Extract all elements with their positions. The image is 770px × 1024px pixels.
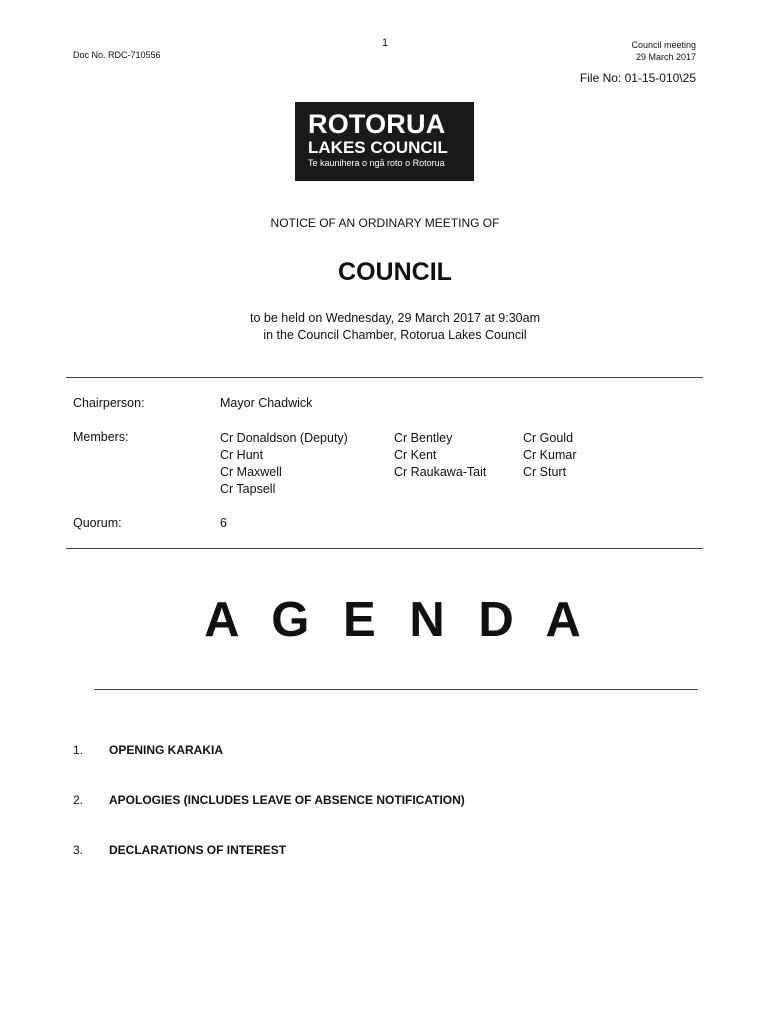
member-name: Cr Gould (523, 431, 574, 445)
agenda-title: A G E N D A (204, 593, 591, 647)
agenda-item-title: DECLARATIONS OF INTEREST (109, 843, 287, 857)
meeting-location-line: in the Council Chamber, Rotorua Lakes Council (263, 328, 527, 342)
logo-line-1: ROTORUA (308, 109, 446, 139)
members-label: Members: (73, 430, 129, 444)
header-meeting-label: Council meeting (631, 40, 696, 50)
agenda-item-title: OPENING KARAKIA (109, 743, 224, 757)
agenda-item-number: 3. (73, 843, 84, 857)
member-name: Cr Maxwell (220, 465, 282, 479)
meeting-details (0, 310, 770, 344)
divider-bottom (66, 548, 703, 549)
agenda-item-number: 1. (73, 743, 84, 757)
file-number: File No: 01-15-010\25 (579, 71, 696, 85)
header-meeting-info (631, 39, 696, 63)
agenda-item-number: 2. (73, 793, 84, 807)
page-number: 1 (381, 37, 389, 49)
header-meeting-date: 29 March 2017 (635, 52, 696, 62)
council-title: COUNCIL (338, 258, 452, 286)
divider-top (66, 377, 703, 378)
quorum-label: Quorum: (73, 516, 122, 530)
members-column-3 (523, 430, 576, 481)
agenda-item-title: APOLOGIES (INCLUDES LEAVE OF ABSENCE NOTIFICATION) (109, 793, 465, 807)
member-name: Cr Sturt (523, 465, 567, 479)
member-name: Cr Raukawa-Tait (394, 465, 487, 479)
chairperson-label: Chairperson: (73, 396, 145, 410)
council-logo (295, 102, 474, 181)
meeting-notice: NOTICE OF AN ORDINARY MEETING OF (270, 216, 500, 230)
member-name: Cr Tapsell (220, 482, 276, 496)
member-name: Cr Kent (394, 448, 437, 462)
meeting-date-line: to be held on Wednesday, 29 March 2017 at 9:30am (249, 311, 540, 325)
member-name: Cr Kumar (523, 448, 577, 462)
logo-line-2: LAKES COUNCIL (308, 138, 448, 157)
member-name: Cr Donaldson (Deputy) (220, 431, 348, 445)
chairperson-name: Mayor Chadwick (220, 396, 313, 410)
member-name: Cr Hunt (220, 448, 264, 462)
doc-number: Doc No. RDC-710556 (73, 50, 161, 60)
members-column-2 (394, 430, 486, 481)
divider-agenda (94, 689, 698, 690)
quorum-value: 6 (220, 516, 227, 530)
logo-line-3: Te kaunihera o ngā roto o Rotorua (308, 158, 445, 168)
member-name: Cr Bentley (394, 431, 453, 445)
members-column-1 (220, 430, 348, 498)
